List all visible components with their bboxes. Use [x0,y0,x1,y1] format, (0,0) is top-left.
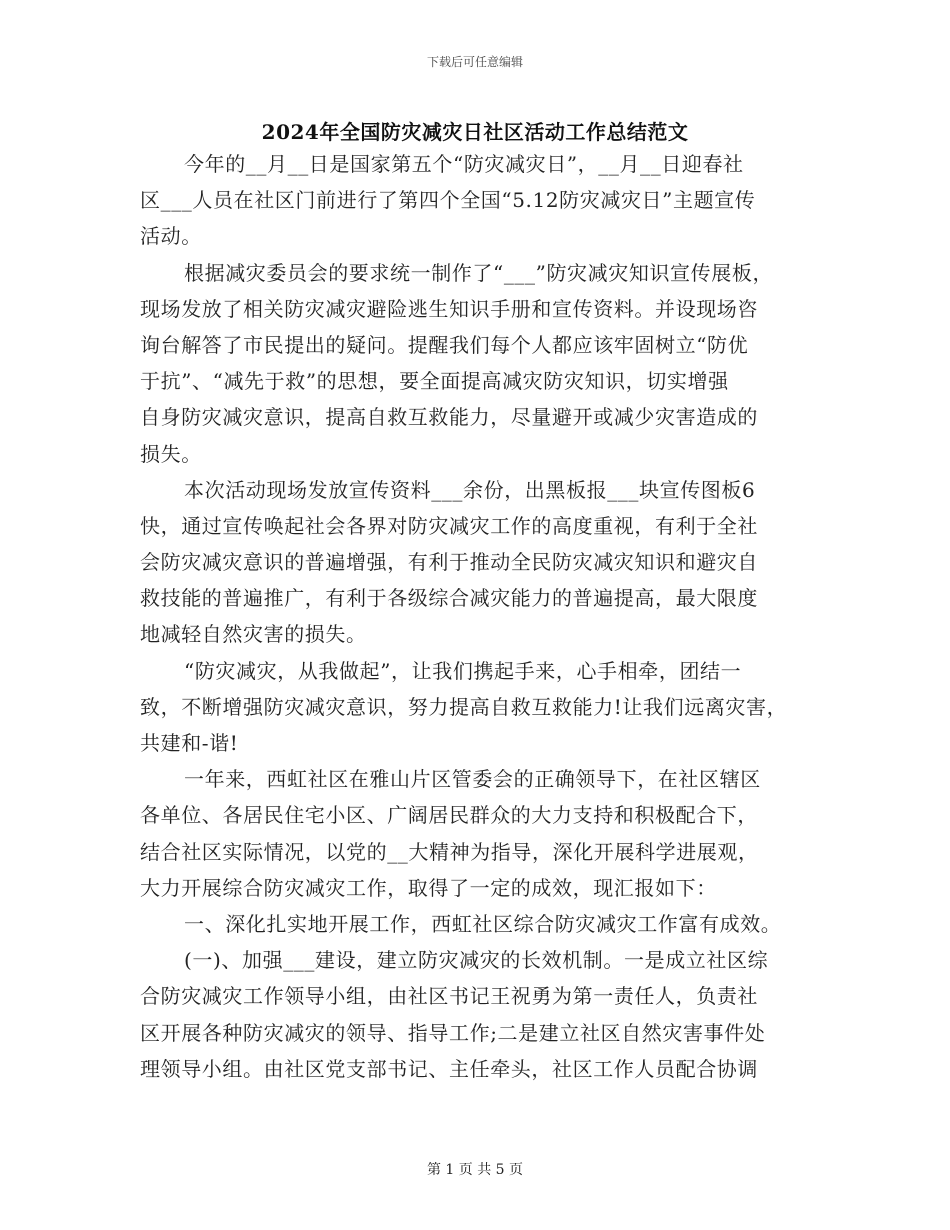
text-line: 地减轻自然灾害的损失。 [140,622,367,647]
document-body [140,146,812,1087]
text-line: 自身防灾减灾意识，提高自救互救能力，尽量避开或减少灾害造成的 [140,405,758,430]
text-line: 本次活动现场发放宣传资料___余份，出黑板报___块宣传图板6 [184,477,756,502]
text-line: 询台解答了市民提出的疑问。提醒我们每个人都应该牢固树立“防优 [140,332,749,357]
text-line: 合防灾减灾工作领导小组，由社区书记王祝勇为第一责任人，负责社 [140,984,758,1009]
text-line: 救技能的普遍推广，有利于各级综合减灾能力的普遍提高，最大限度 [140,586,758,611]
text-line: 今年的__月__日是国家第五个“防灾减灾日”，__月__日迎春社 [184,152,744,176]
page-number: 第 1 页 共 5 页 [426,1162,524,1178]
text-line: 致，不断增强防灾减灾意识，努力提高自救互救能力!让我们远离灾害， [140,694,788,719]
text-line: 各单位、各居民住宅小区、广阔居民群众的大力支持和积极配合下， [140,803,758,828]
text-line: 理领导小组。由社区党支部书记、主任牵头，社区工作人员配合协调 [140,1056,758,1081]
text-line: 一、深化扎实地开展工作，西虹社区综合防灾减灾工作富有成效。 [184,911,782,936]
document-title: 2024年全国防灾减灾日社区活动工作总结范文 [261,120,689,144]
text-line: 现场发放了相关防灾减灾避险逃生知识手册和宣传资料。并设现场咨 [140,296,758,321]
text-line: “防灾减灾，从我做起”，让我们携起手来，心手相牵，团结一 [184,658,742,683]
text-line: 区开展各种防灾减灾的领导、指导工作;二是建立社区自然灾害事件处 [140,1020,766,1045]
text-line: (一)、加强___建设，建立防灾减灾的长效机制。一是成立社区综 [184,948,769,973]
text-line: 于抗”、“减先于救”的思想，要全面提高减灾防灾知识，切实增强 [140,369,729,394]
text-line: 快，通过宣传唤起社会各界对防灾减灾工作的高度重视，有利于全社 [140,513,758,538]
text-line: 一年来，西虹社区在雅山片区管委会的正确领导下，在社区辖区 [184,767,761,792]
text-line: 结合社区实际情况，以党的__大精神为指导，深化开展科学进展观， [140,839,759,864]
text-line: 区___人员在社区门前进行了第四个全国“5.12防灾减灾日”主题宣传 [140,188,756,213]
text-line: 根据减灾委员会的要求统一制作了“___”防灾减灾知识宣传展板， [184,260,774,285]
text-line: 活动。 [140,224,202,249]
text-line: 会防灾减灾意识的普遍增强，有利于推动全民防灾减灾知识和避灾自 [140,550,758,575]
text-line: 共建和-谐! [140,731,239,755]
header-note: 下载后可任意编辑 [426,55,523,69]
text-line: 损失。 [140,441,202,466]
text-line: 大力开展综合防灾减灾工作，取得了一定的成效，现汇报如下： [140,875,717,900]
